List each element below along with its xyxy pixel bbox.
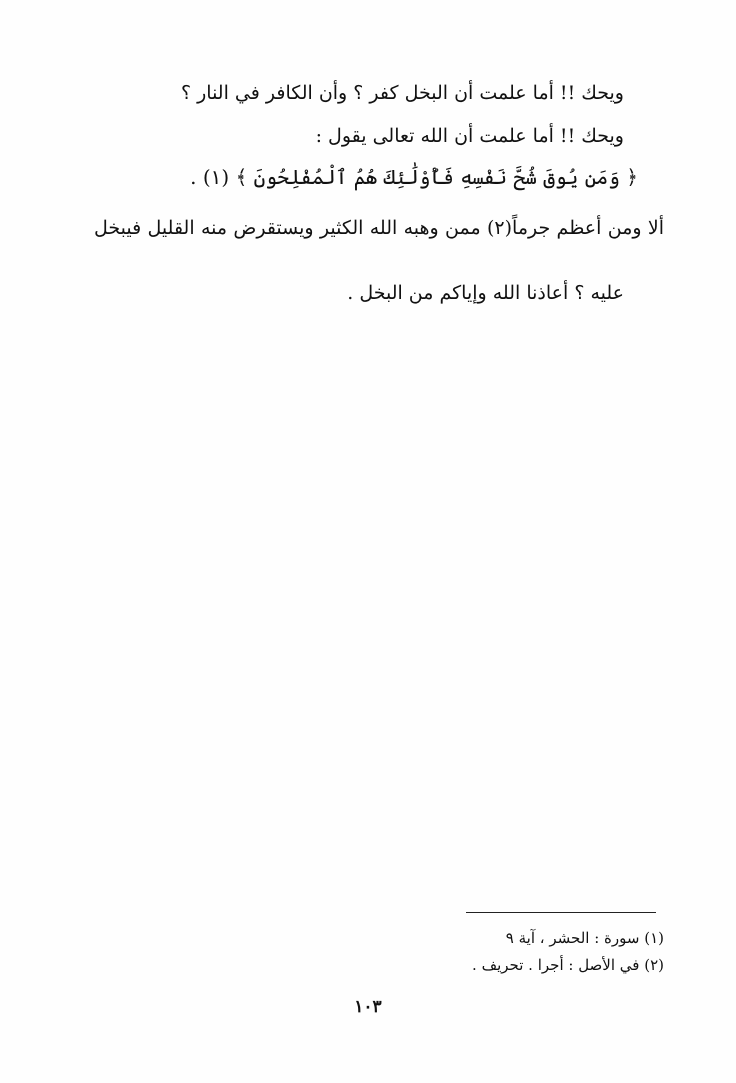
footnote-separator xyxy=(466,912,656,913)
body-line-5: عليه ؟ أعاذنا الله وإياكم من البخل . xyxy=(347,282,624,304)
footnote-2: (٢) في الأصل : أجرا . تحريف . xyxy=(472,956,664,974)
quran-verse-line: ﴿ وَمَن يُوقَ شُحَّ نَفْسِهِ فَأُوْلَٰئِكَ هُمُ ٱلْمُفْلِحُونَ ﴾ (١) . xyxy=(190,165,638,189)
body-line-1: ويحك !! أما علمت أن البخل كفر ؟ وأن الكافر في النار ؟ xyxy=(180,82,624,104)
body-line-4: ألا ومن أعظم جرماً(٢) ممن وهبه الله الكثير ويستقرض منه القليل فيبخل xyxy=(94,217,664,239)
footnote-1: (١) سورة : الحشر ، آية ٩ xyxy=(505,929,664,947)
body-line-2: ويحك !! أما علمت أن الله تعالى يقول : xyxy=(315,125,624,147)
page-number: ١٠٣ xyxy=(354,997,382,1017)
